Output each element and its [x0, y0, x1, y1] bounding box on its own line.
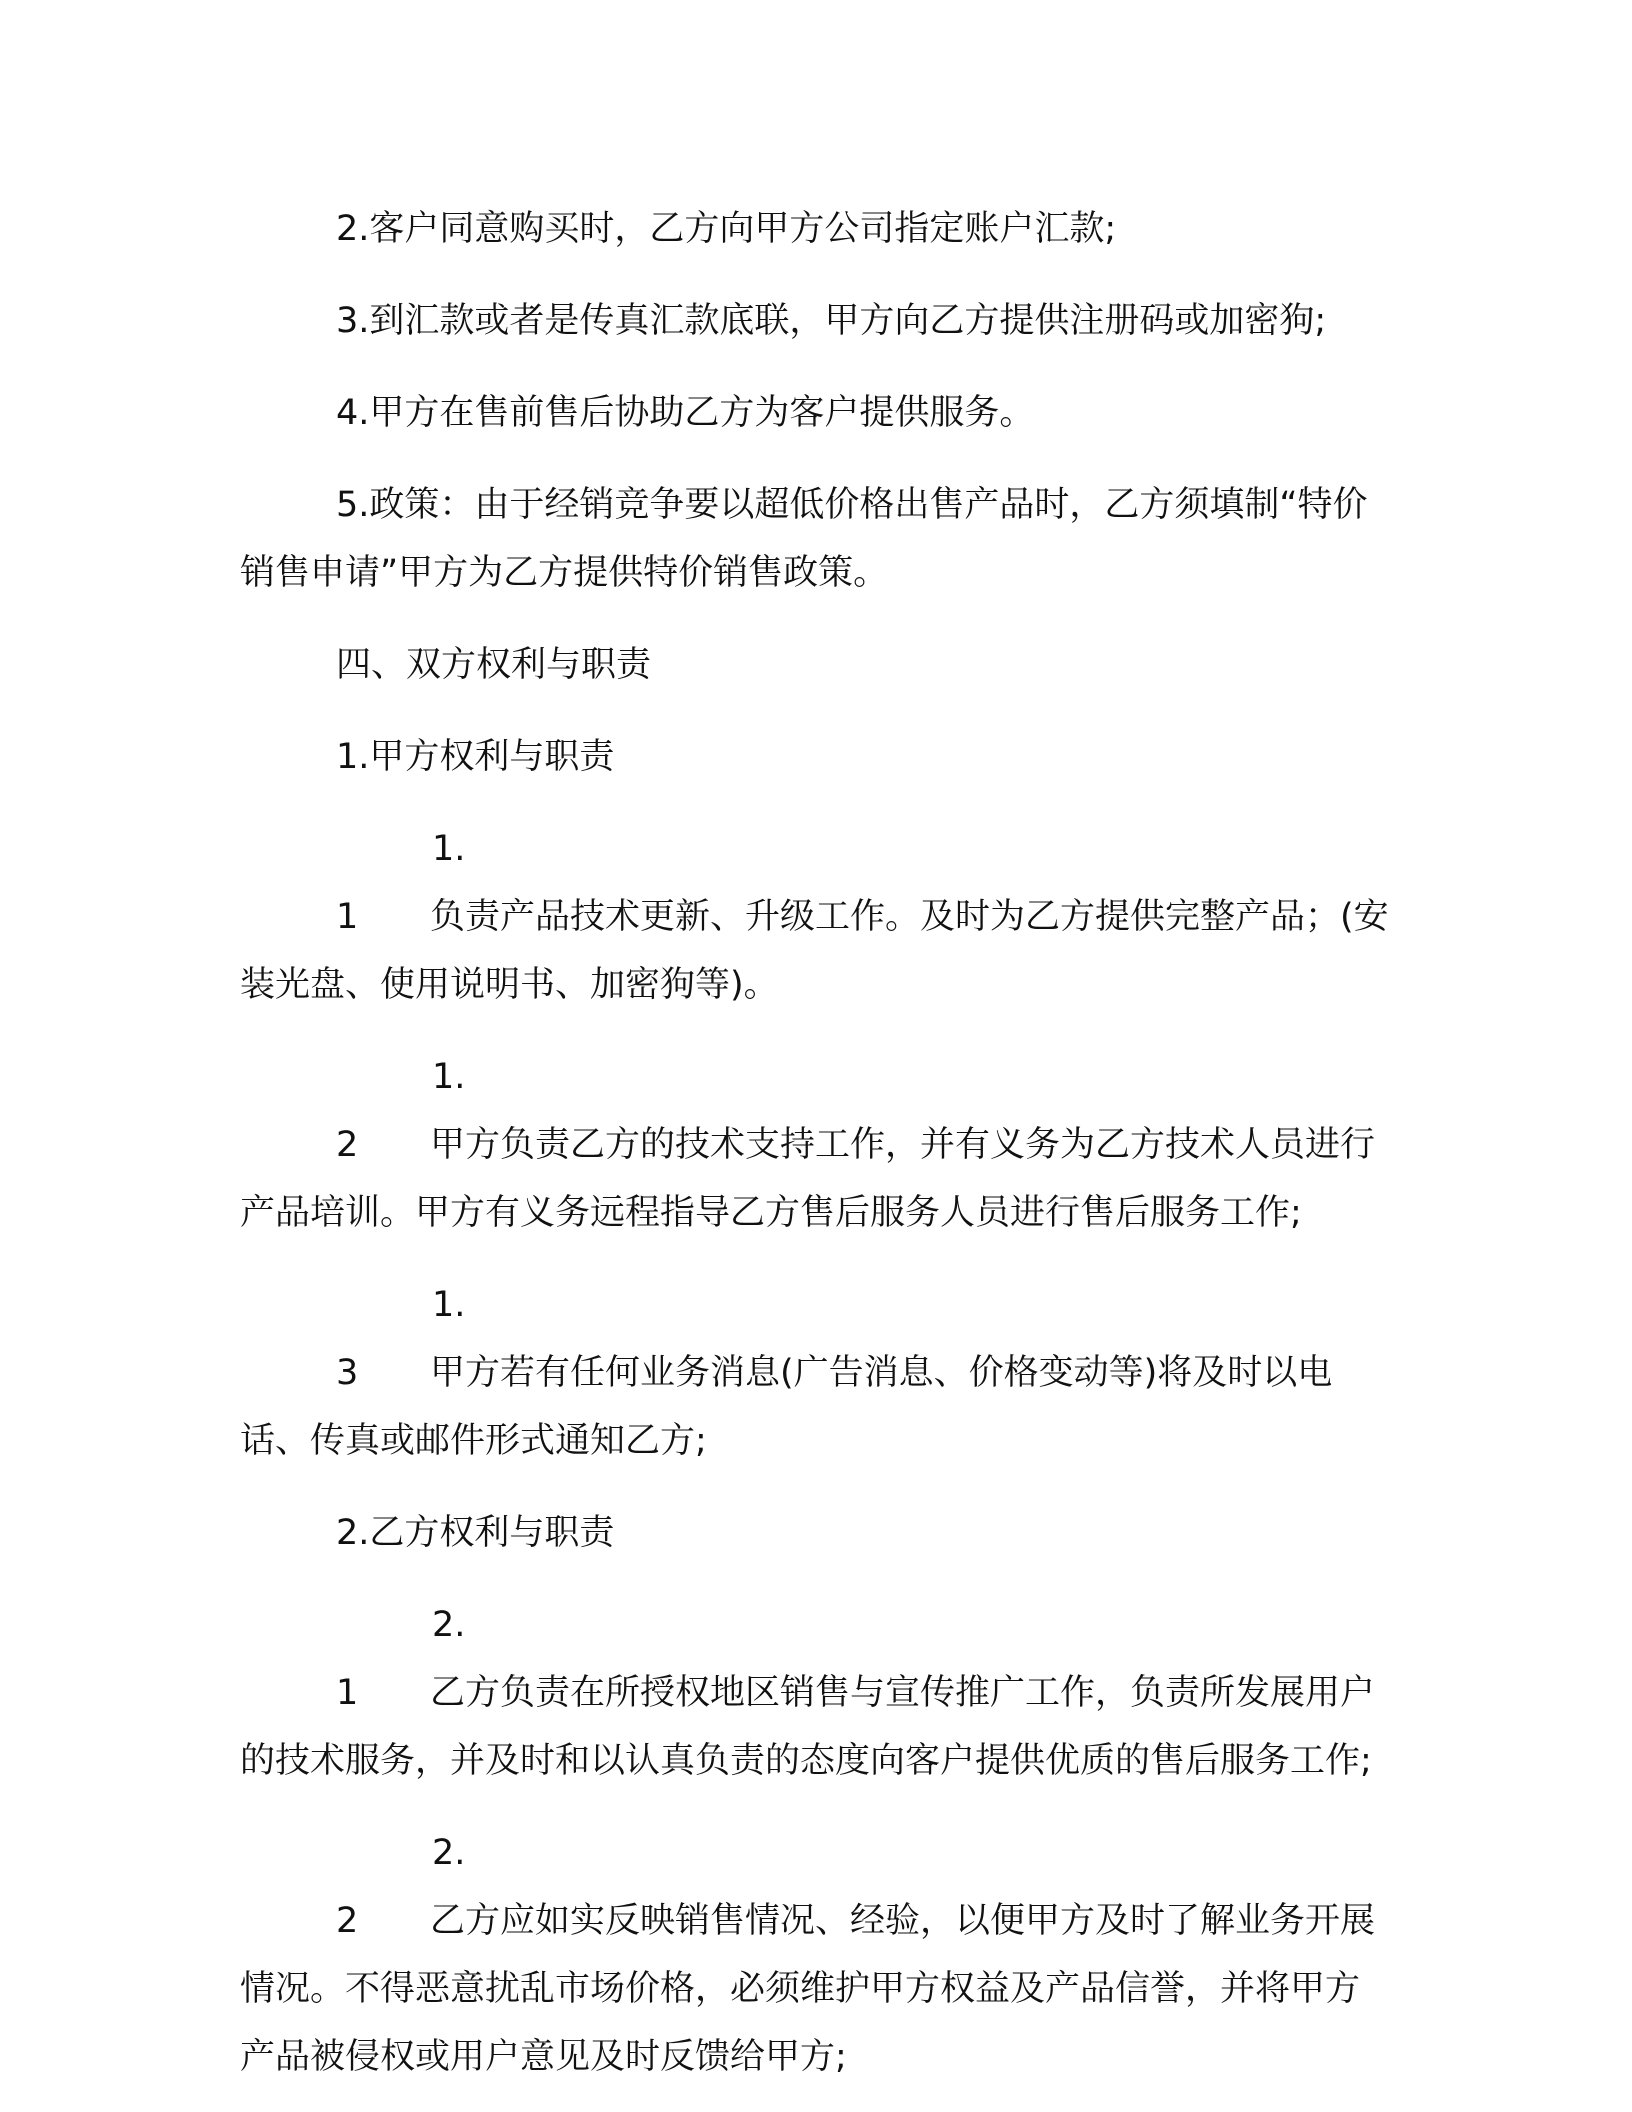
subheading-party-a: 1.甲方权利与职责 — [336, 737, 615, 777]
clause-text: 乙方应如实反映销售情况、经验，以便甲方及时了解业务开展情况。不得恶意扰乱市场价格，必须维护甲方权益及产品信誉，并将甲方产品被侵权或用户意见及时反馈给甲方; — [240, 1901, 1376, 2077]
clause-text: 甲方负责乙方的技术支持工作，并有义务为乙方技术人员进行产品培训。甲方有义务远程指导乙方售后服务人员进行售后服务工作; — [240, 1125, 1376, 1233]
clause-text: 甲方若有任何业务消息(广告消息、价格变动等)将及时以电话、传真或邮件形式通知乙方; — [240, 1353, 1333, 1461]
clause-number: 2.1 — [336, 1605, 466, 1713]
clause-2-2 — [240, 1819, 1390, 2091]
paragraph-2: 2.客户同意购买时，乙方向甲方公司指定账户汇款; — [336, 209, 1117, 249]
clause-1-3 — [240, 1271, 1390, 1475]
paragraph-3: 3.到汇款或者是传真汇款底联，甲方向乙方提供注册码或加密狗; — [336, 301, 1327, 341]
clause-number: 1.3 — [336, 1285, 466, 1393]
paragraph-5: 5.政策：由于经销竞争要以超低价格出售产品时，乙方须填制“特价销售申请”甲方为乙方提供特价销售政策。 — [240, 485, 1368, 593]
clause-number: 2.2 — [336, 1833, 466, 1941]
subheading-party-b: 2.乙方权利与职责 — [336, 1513, 615, 1553]
clause-1-1 — [240, 815, 1390, 1019]
clause-number: 1.1 — [336, 829, 466, 937]
document-body — [240, 195, 1390, 2091]
clause-text: 负责产品技术更新、升级工作。及时为乙方提供完整产品；(安装光盘、使用说明书、加密狗等)。 — [240, 897, 1389, 1005]
section-heading-4: 四、双方权利与职责 — [336, 645, 652, 685]
clause-number: 1.2 — [336, 1057, 466, 1165]
clause-1-2 — [240, 1043, 1390, 1247]
clause-text: 乙方负责在所授权地区销售与宣传推广工作，负责所发展用户的技术服务，并及时和以认真负责的态度向客户提供优质的售后服务工作; — [240, 1673, 1376, 1781]
clause-2-1 — [240, 1591, 1390, 1795]
paragraph-4: 4.甲方在售前售后协助乙方为客户提供服务。 — [336, 393, 1035, 433]
